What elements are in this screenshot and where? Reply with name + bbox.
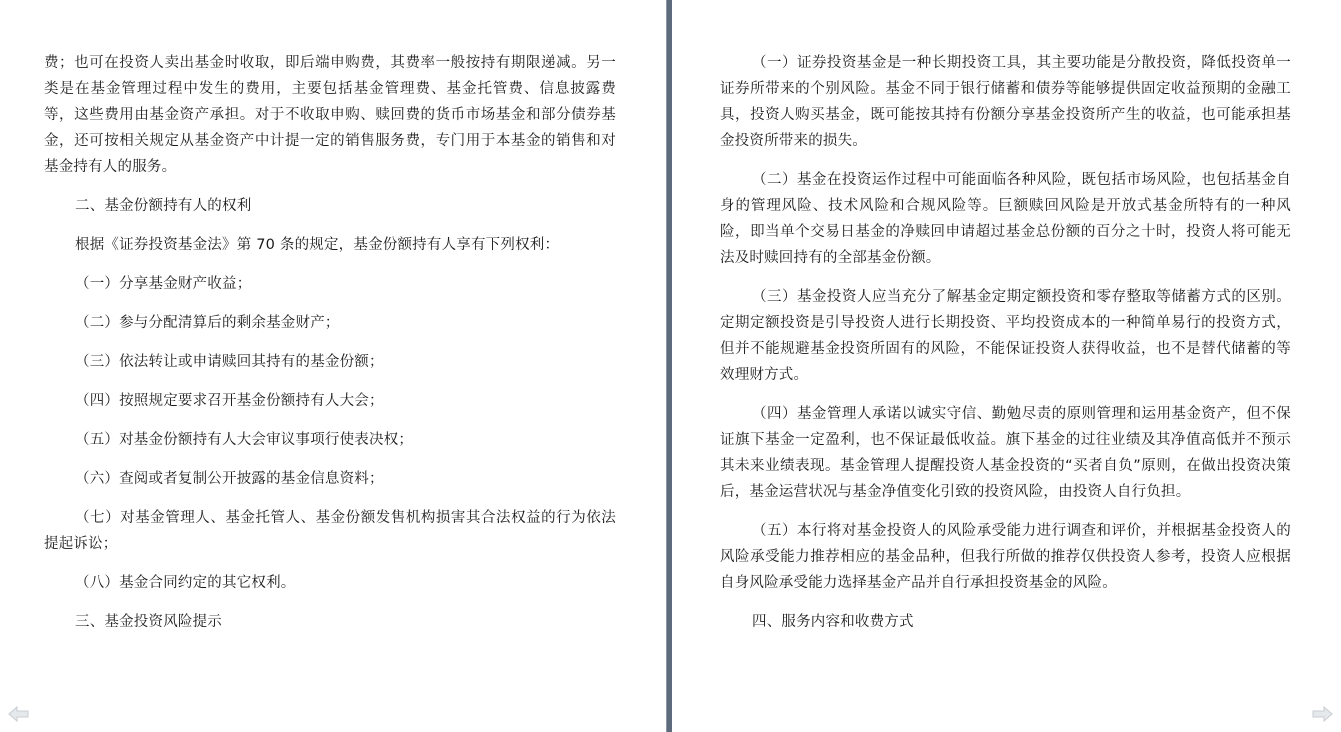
arrow-left-icon — [8, 706, 30, 722]
left-page — [0, 0, 666, 732]
arrow-right-icon — [1311, 706, 1333, 722]
risk-item-5: （五）本行将对基金投资人的风险承受能力进行调查和评价，并根据基金投资人的风险承受能力推荐相应的基金品种，但我行所做的推荐仅供投资人参考，投资人应根据自身风险承受能力选择基金产品并自行承担投资基金的风险。 — [720, 523, 1291, 591]
risk-item-4: （四）基金管理人承诺以诚实守信、勤勉尽责的原则管理和运用基金资产，但不保证旗下基金一定盈利，也不保证最低收益。旗下基金的过往业绩及其净值高低并不预示其未来业绩表现。基金管理人提醒投资人基金投资的“买者自负”原则，在做出投资决策后，基金运营状况与基金净值变化引致的投资风险，由投资人自行负担。 — [720, 406, 1291, 500]
rights-item-2: （二）参与分配清算后的剩余基金财产； — [75, 315, 340, 331]
rights-item-1: （一）分享基金财产收益； — [75, 276, 252, 292]
section-heading-service: 四、服务内容和收费方式 — [752, 614, 914, 630]
left-paragraph-1: 费；也可在投资人卖出基金时收取，即后端申购费，其费率一般按持有期限递减。另一类是在基金管理过程中发生的费用，主要包括基金管理费、基金托管费、信息披露费等，这些费用由基金资产承担。对于不收取申购、赎回费的货币市场基金和部分债券基金，还可按相关规定从基金资产中计提一定的销售服务费，专门用于本基金的销售和对基金持有人的服务。 — [44, 55, 616, 175]
rights-item-4: （四）按照规定要求召开基金份额持有人大会； — [75, 393, 384, 409]
left-paragraph-3: 根据《证券投资基金法》第 70 条的规定，基金份额持有人享有下列权利： — [75, 237, 560, 253]
risk-item-2: （二）基金在投资运作过程中可能面临各种风险，既包括市场风险，也包括基金自身的管理风险、技术风险和合规风险等。巨额赎回风险是开放式基金所特有的一种风险，即当单个交易日基金的净赎回申请超过基金总份额的百分之十时，投资人将可能无法及时赎回持有的全部基金份额。 — [720, 172, 1291, 266]
section-heading-risk-notice: 三、基金投资风险提示 — [75, 614, 222, 630]
rights-item-6: （六）查阅或者复制公开披露的基金信息资料； — [75, 471, 384, 487]
rights-item-7: （七）对基金管理人、基金托管人、基金份额发售机构损害其合法权益的行为依法提起诉讼； — [44, 510, 616, 552]
risk-item-3: （三）基金投资人应当充分了解基金定期定额投资和零存整取等储蓄方式的区别。定期定额投资是引导投资人进行长期投资、平均投资成本的一种简单易行的投资方式，但并不能规避基金投资所固有的风险，不能保证投资人获得收益，也不是替代储蓄的等效理财方式。 — [720, 289, 1291, 383]
rights-item-3: （三）依法转让或申请赎回其持有的基金份额； — [75, 354, 384, 370]
right-page — [672, 0, 1341, 732]
rights-item-5: （五）对基金份额持有人大会审议事项行使表决权； — [75, 432, 414, 448]
risk-item-1: （一）证券投资基金是一种长期投资工具，其主要功能是分散投资，降低投资单一证券所带来的个别风险。基金不同于银行储蓄和债券等能够提供固定收益预期的金融工具，投资人购买基金，既可能按其持有份额分享基金投资所产生的收益，也可能承担基金投资所带来的损失。 — [720, 55, 1291, 149]
section-heading-holder-rights: 二、基金份额持有人的权利 — [75, 198, 252, 214]
next-page-button[interactable] — [1311, 706, 1333, 722]
rights-item-8: （八）基金合同约定的其它权利。 — [75, 575, 296, 591]
previous-page-button[interactable] — [8, 706, 30, 722]
